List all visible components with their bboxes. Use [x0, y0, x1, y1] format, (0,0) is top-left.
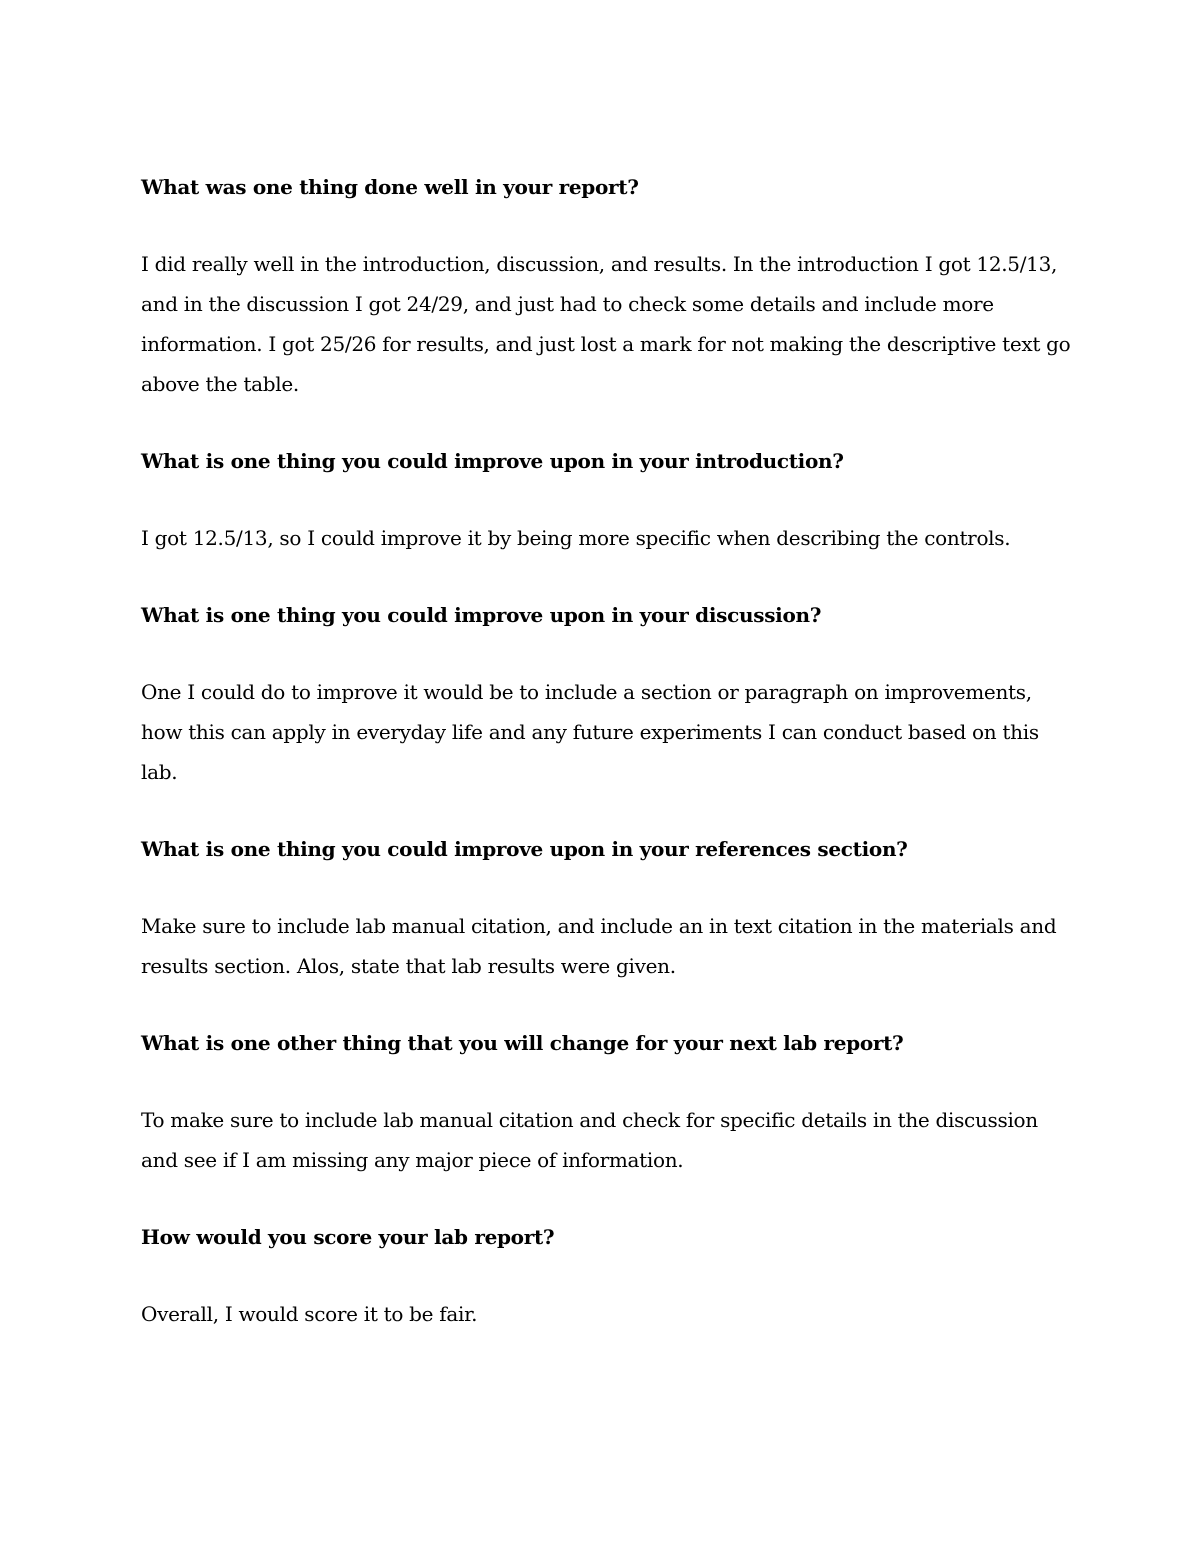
qa-section-introduction [141, 441, 1071, 558]
qa-section-score [141, 1217, 1071, 1334]
question-heading: What is one other thing that you will change for your next lab report? [141, 1031, 904, 1055]
answer-paragraph: Make sure to include lab manual citation, and include an in text citation in the materials and results section. Alos, state that lab results were given. [141, 914, 1057, 978]
question-heading: How would you score your lab report? [141, 1225, 555, 1249]
document-body [141, 167, 1071, 1371]
answer-paragraph: To make sure to include lab manual citation and check for specific details in the discussion and see if I am missing any major piece of information. [141, 1108, 1038, 1172]
qa-section-next-report [141, 1023, 1071, 1180]
answer-paragraph: I got 12.5/13, so I could improve it by being more specific when describing the controls. [141, 526, 1011, 550]
answer-paragraph: Overall, I would score it to be fair. [141, 1302, 478, 1326]
question-heading: What was one thing done well in your report? [141, 175, 639, 199]
answer-paragraph: I did really well in the introduction, discussion, and results. In the introduction I got 12.5/13, and in the discussion I got 24/29, and just had to check some details and include more information. I got 25/26 for results, and just lost a mark for not making the descriptive text go above the table. [141, 252, 1071, 396]
qa-section-discussion [141, 595, 1071, 792]
question-heading: What is one thing you could improve upon in your references section? [141, 837, 908, 861]
question-heading: What is one thing you could improve upon in your discussion? [141, 603, 822, 627]
qa-section-references [141, 829, 1071, 986]
answer-paragraph: One I could do to improve it would be to include a section or paragraph on improvements, how this can apply in everyday life and any future experiments I can conduct based on this lab. [141, 680, 1039, 784]
question-heading: What is one thing you could improve upon in your introduction? [141, 449, 844, 473]
qa-section-well-done [141, 167, 1071, 404]
